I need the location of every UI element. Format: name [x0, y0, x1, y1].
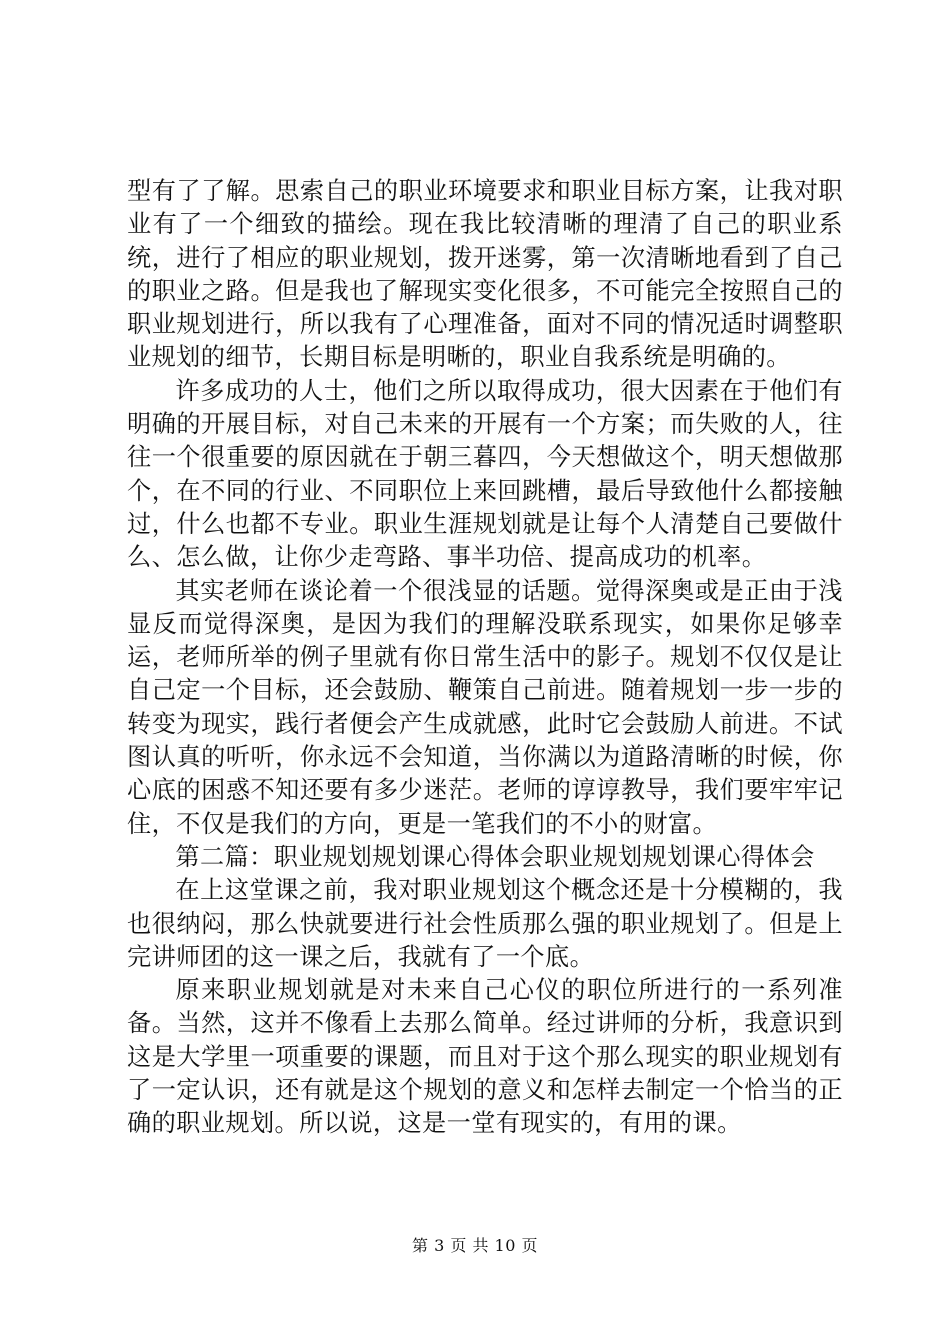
- section-heading: 第二篇：职业规划规划课心得体会职业规划规划课心得体会: [175, 842, 815, 871]
- page-number-footer: 第 3 页 共 10 页: [412, 1236, 538, 1255]
- paragraph-1: 型有了了解。思索自己的职业环境要求和职业目标方案，让我对职业有了一个细致的描绘。现在我比较清晰的理清了自己的职业系统，进行了相应的职业规划，拨开迷雾，第一次清晰地看到了自己的职业之路。但是我也了解现实变化很多，不可能完全按照自己的职业规划进行，所以我有了心理准备，面对不同的情况适时调整职业规划的细节，长期目标是明晰的，职业自我系统是明确的。: [127, 177, 843, 372]
- paragraph-2: 许多成功的人士，他们之所以取得成功，很大因素在于他们有明确的开展目标，对自己未来的开展有一个方案；而失败的人，往往一个很重要的原因就在于朝三暮四，今天想做这个，明天想做那个，在不同的行业、不同职位上来回跳槽，最后导致他什么都接触过，什么也都不专业。职业生涯规划就是让每个人清楚自己要做什么、怎么做，让你少走弯路、事半功倍、提高成功的机率。: [127, 376, 843, 572]
- document-body: [127, 175, 843, 1141]
- paragraph-4: 在上这堂课之前，我对职业规划这个概念还是十分模糊的，我也很纳闷，那么快就要进行社会性质那么强的职业规划了。但是上完讲师团的这一课之后，我就有了一个底。: [127, 876, 843, 971]
- paragraph-5: 原来职业规划就是对未来自己心仪的职位所进行的一系列准备。当然，这并不像看上去那么简单。经过讲师的分析，我意识到这是大学里一项重要的课题，而且对于这个那么现实的职业规划有了一定认识，还有就是这个规划的意义和怎样去制定一个恰当的正确的职业规划。所以说，这是一堂有现实的，有用的课。: [127, 976, 843, 1138]
- paragraph-3: 其实老师在谈论着一个很浅显的话题。觉得深奥或是正由于浅显反而觉得深奥，是因为我们的理解没联系现实，如果你足够幸运，老师所举的例子里就有你日常生活中的影子。规划不仅仅是让自己定一个目标，还会鼓励、鞭策自己前进。随着规划一步一步的转变为现实，践行者便会产生成就感，此时它会鼓励人前进。不试图认真的听听，你永远不会知道，当你满以为道路清晰的时候，你心底的困惑不知还要有多少迷茫。老师的谆谆教导，我们要牢牢记住，不仅是我们的方向，更是一笔我们的不小的财富。: [127, 576, 843, 838]
